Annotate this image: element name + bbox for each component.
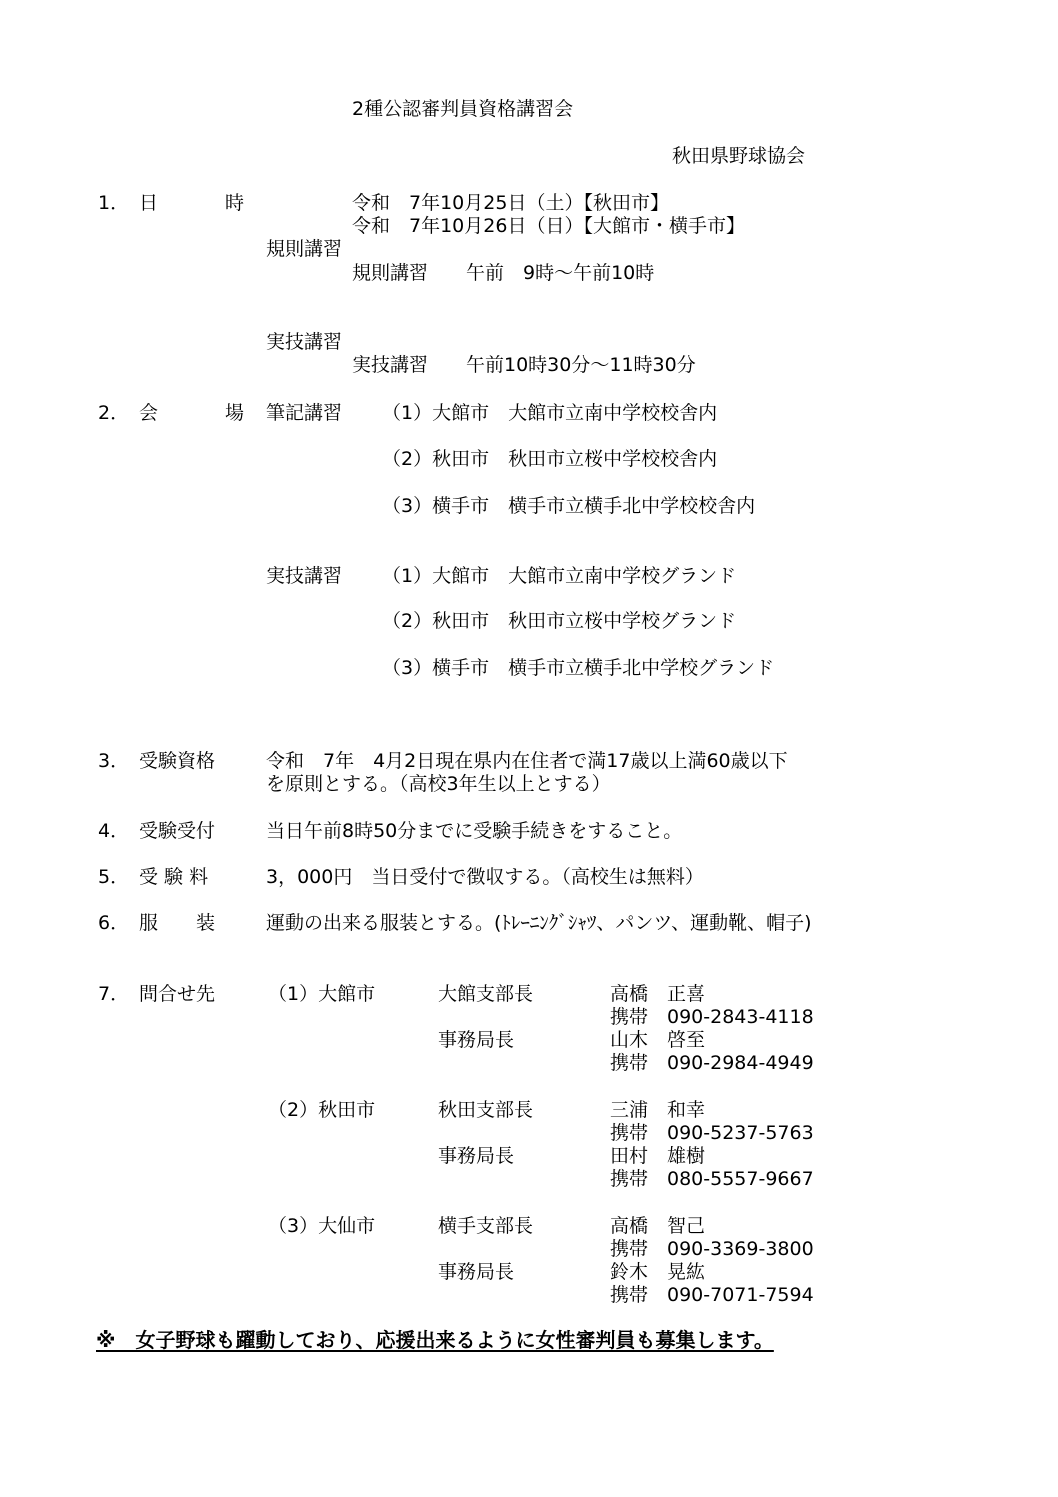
practical-lecture-time: 実技講習 午前10時30分～11時30分 [352,354,696,376]
section-4-number: 4． [98,820,130,842]
attire-text: 運動の出来る服装とする。(ﾄﾚｰﾆﾝｸﾞｼｬﾂ、パンツ、運動靴、帽子) [266,912,812,934]
section-1-number: 1． [98,192,130,214]
written-venue-1: （1）大館市 大館市立南中学校校舎内 [382,402,718,424]
rule-lecture-heading: 規則講習 [266,238,343,260]
contact-city-3: （3）大仙市 [268,1215,376,1237]
section-4-label: 受験受付 [139,820,216,842]
section-2-label-venue-1: 会 [139,402,159,424]
written-venue-2: （2）秋田市 秋田市立桜中学校校舎内 [382,448,718,470]
practical-venue-2: （2）秋田市 秋田市立桜中学校グランド [382,610,737,632]
section-7-number: 7． [98,983,130,1005]
contact-name: 山木 啓至 [610,1029,706,1051]
written-venue-3: （3）横手市 横手市立横手北中学校校舎内 [382,495,756,517]
contact-role: 大館支部長 [438,983,534,1005]
contact-role: 事務局長 [438,1261,515,1283]
fee-text: 3，000円 当日受付で徴収する。（高校生は無料） [266,866,704,888]
contact-phone: 携帯 090-7071-7594 [610,1284,814,1306]
contact-city-1: （1）大館市 [268,983,376,1005]
section-7-label: 問合せ先 [139,983,216,1005]
contact-phone: 携帯 080-5557-9667 [610,1168,814,1190]
organizer-name: 秋田県野球協会 [672,145,806,167]
contact-city-2: （2）秋田市 [268,1099,376,1121]
section-1-label-time: 時 [225,192,245,214]
recruitment-notice: ※ 女子野球も躍動しており、応援出来るように女性審判員も募集します。 [96,1328,774,1352]
contact-name: 高橋 正喜 [610,983,706,1005]
contact-name: 鈴木 晃紘 [610,1261,706,1283]
contact-phone: 携帯 090-5237-5763 [610,1122,814,1144]
practical-venue-label: 実技講習 [266,565,343,587]
contact-name: 三浦 和幸 [610,1099,706,1121]
document-title: 2種公認審判員資格講習会 [352,98,574,120]
section-2-label-venue-2: 場 [225,402,245,424]
contact-role: 横手支部長 [438,1215,534,1237]
rule-lecture-time: 規則講習 午前 9時～午前10時 [352,262,655,284]
practical-venue-1: （1）大館市 大館市立南中学校グランド [382,565,737,587]
section-5-number: 5． [98,866,130,888]
eligibility-line-1: 令和 7年 4月2日現在県内在住者で満17歳以上満60歳以下 [266,750,788,772]
section-3-number: 3． [98,750,130,772]
contact-phone: 携帯 090-2984-4949 [610,1052,814,1074]
reception-text: 当日午前8時50分までに受験手続きをすること。 [266,820,683,842]
contact-role: 事務局長 [438,1029,515,1051]
section-1-label-day: 日 [139,192,159,214]
practical-venue-3: （3）横手市 横手市立横手北中学校グランド [382,657,775,679]
contact-phone: 携帯 090-2843-4118 [610,1006,814,1028]
date-line-2: 令和 7年10月26日（日）【大館市・横手市】 [352,215,745,237]
section-2-number: 2． [98,402,130,424]
section-6-number: 6． [98,912,130,934]
eligibility-line-2: を原則とする。（高校3年生以上とする） [266,773,611,795]
written-lecture-label: 筆記講習 [266,402,343,424]
section-3-label: 受験資格 [139,750,216,772]
date-line-1: 令和 7年10月25日（土）【秋田市】 [352,192,669,214]
contact-phone: 携帯 090-3369-3800 [610,1238,814,1260]
contact-name: 田村 雄樹 [610,1145,706,1167]
contact-name: 高橋 智己 [610,1215,706,1237]
practical-lecture-heading: 実技講習 [266,331,343,353]
contact-role: 秋田支部長 [438,1099,534,1121]
contact-role: 事務局長 [438,1145,515,1167]
section-5-label: 受 験 料 [139,866,209,888]
section-6-label: 服 装 [139,912,216,934]
